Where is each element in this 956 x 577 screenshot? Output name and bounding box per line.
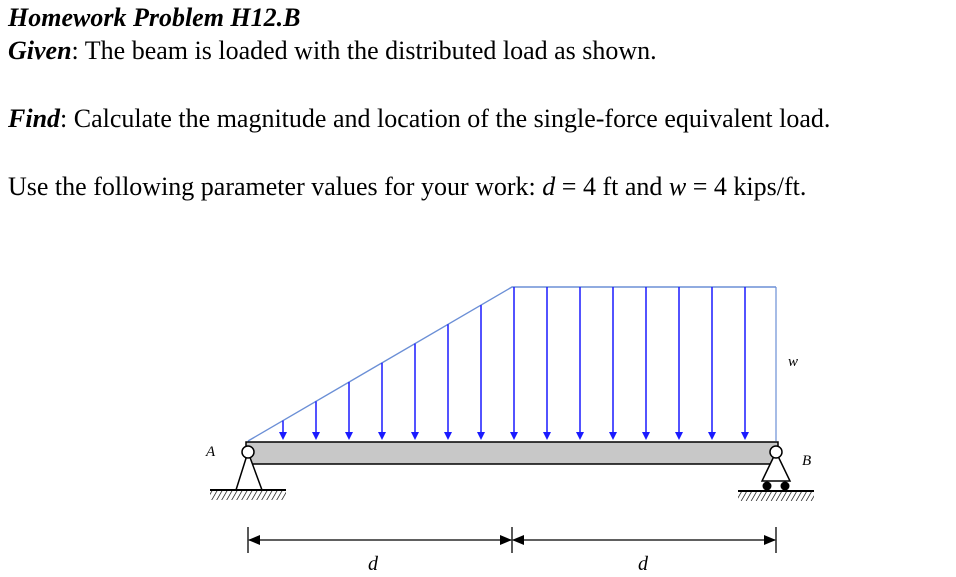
param-d-value: = 4 ft and — [555, 172, 669, 201]
given-label: Given — [8, 36, 72, 65]
distributed-load-arrows — [283, 287, 745, 436]
param-w-symbol: w — [668, 172, 687, 201]
params-prefix: Use the following parameter values for your work: — [8, 172, 543, 201]
dimension-label-d2: d — [638, 553, 648, 575]
load-outline — [248, 287, 776, 441]
beam — [246, 442, 778, 464]
label-point-a: A — [206, 444, 216, 460]
label-point-b: B — [802, 453, 812, 469]
find-text: : Calculate the magnitude and location of the single-force equivalent load. — [60, 104, 831, 133]
label-load-w: w — [788, 354, 799, 370]
dimension-label-d1: d — [368, 553, 378, 575]
dimension-lines — [248, 527, 776, 553]
given-text: : The beam is loaded with the distributed load as shown. — [71, 36, 657, 65]
find-label: Find — [8, 104, 61, 133]
param-w-value: = 4 kips/ft. — [686, 172, 807, 201]
problem-title: Homework Problem H12.B — [8, 3, 301, 32]
param-d-symbol: d — [542, 172, 556, 201]
